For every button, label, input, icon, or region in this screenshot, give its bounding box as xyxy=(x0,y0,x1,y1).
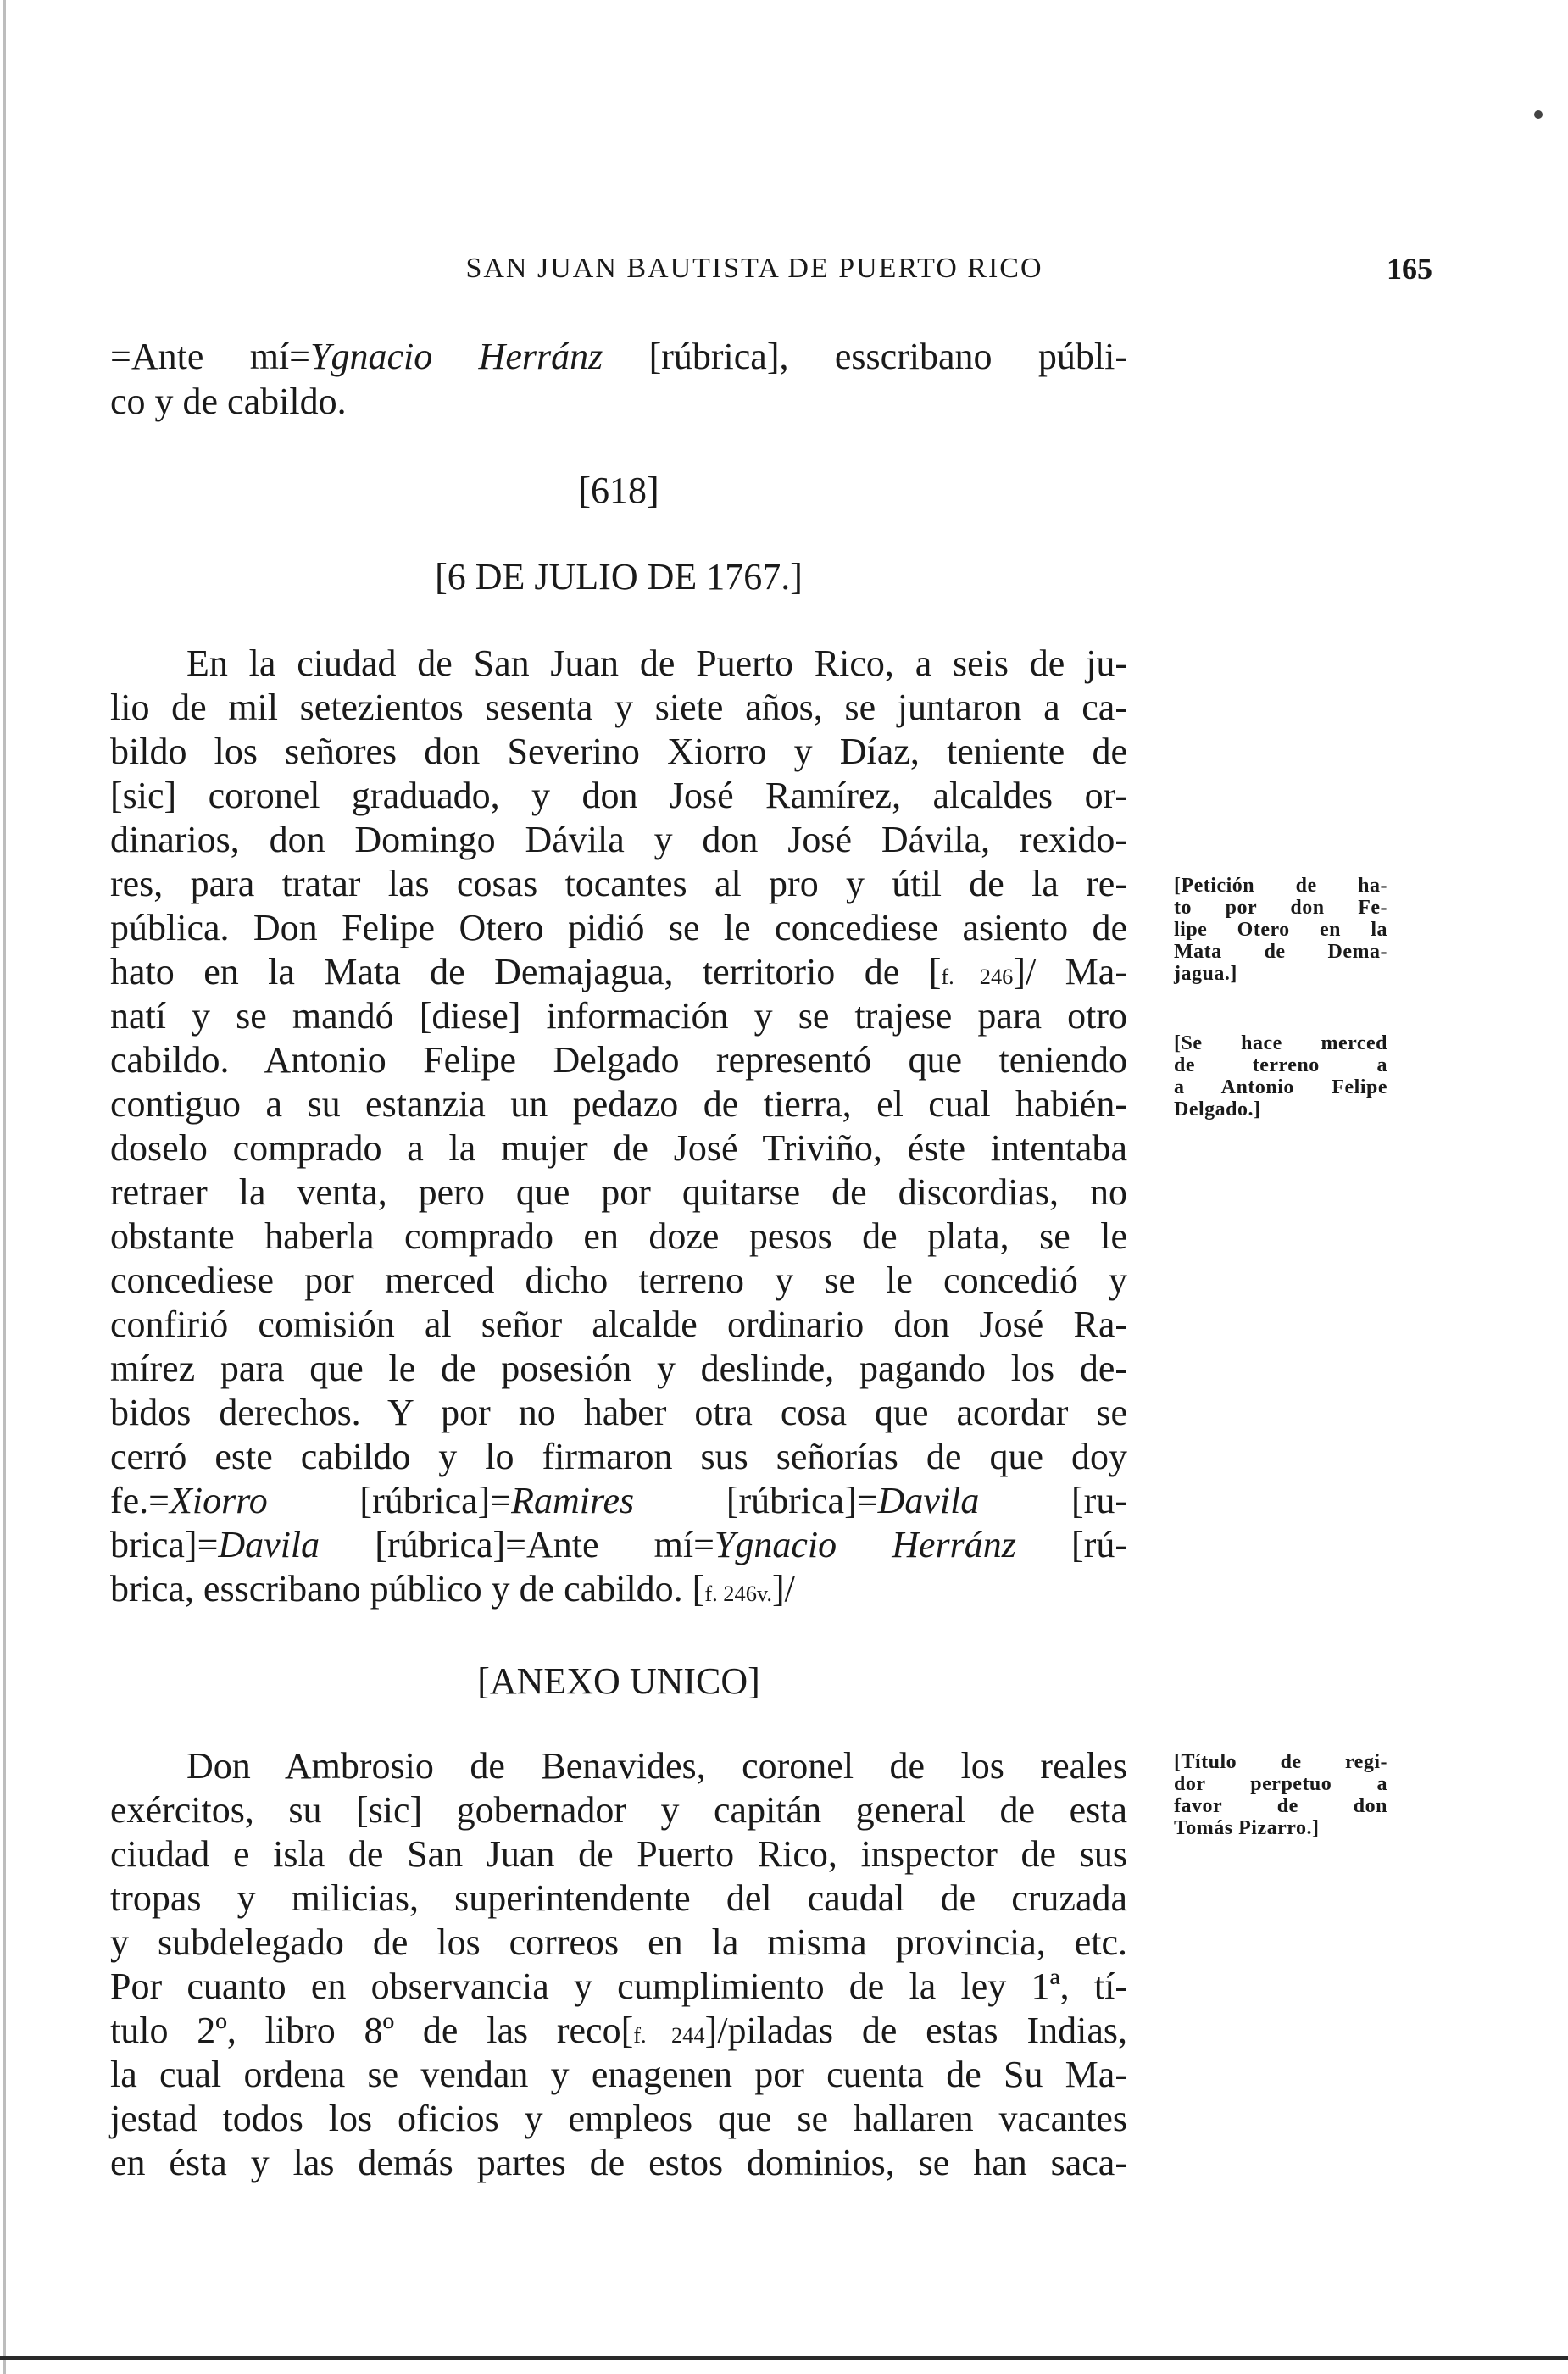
body-line: doselo comprado a la mujer de José Triviño, éste intentaba xyxy=(110,1127,1127,1169)
text-run: [rúbrica]=Ante mí= xyxy=(320,1524,714,1565)
signature-name: Davila xyxy=(218,1524,320,1565)
text-run: =Ante mí= xyxy=(110,336,310,377)
margin-note-regidor-title xyxy=(1174,1751,1387,1839)
margin-note-line: de terreno a xyxy=(1174,1054,1387,1076)
body-line: obstante haberla comprado en doze pesos de plata, se le xyxy=(110,1215,1127,1257)
body-line: [sic] coronel graduado, y don José Ramírez, alcaldes or- xyxy=(110,775,1127,816)
signature-line xyxy=(110,1479,1127,1523)
text-run: [rú- xyxy=(1015,1524,1127,1565)
body-line: bidos derechos. Y por no haber otra cosa que acordar se xyxy=(110,1392,1127,1433)
text-run: brica]= xyxy=(110,1524,219,1565)
annex-line: ciudad e isla de San Juan de Puerto Rico, inspector de sus xyxy=(110,1833,1127,1875)
signature-name: Ygnacio Herránz xyxy=(309,336,603,377)
margin-note-line: Delgado.] xyxy=(1174,1098,1261,1120)
annex-line: jestad todos los oficios y empleos que se hallaren vacantes xyxy=(110,2098,1127,2139)
margin-note-land-grant xyxy=(1174,1032,1387,1120)
margin-note-line: [Título de regi- xyxy=(1174,1751,1387,1773)
signature-name: Ygnacio Herránz xyxy=(714,1524,1016,1565)
annex-heading: [ANEXO UNICO] xyxy=(477,1660,760,1702)
signature-name: Davila xyxy=(877,1480,980,1521)
body-line: retraer la venta, pero que por quitarse de discordias, no xyxy=(110,1171,1127,1213)
annex-line: Don Ambrosio de Benavides, coronel de los reales xyxy=(186,1745,1127,1787)
body-line: natí y se mandó [diese] información y se trajese para otro xyxy=(110,995,1127,1037)
text-run: [rúbrica], esscribano públi- xyxy=(603,336,1127,377)
margin-note-line: jagua.] xyxy=(1174,963,1237,985)
body-line: pública. Don Felipe Otero pidió se le concediese asiento de xyxy=(110,907,1127,948)
body-line: lio de mil setezientos sesenta y siete años, se juntaron a ca- xyxy=(110,687,1127,728)
margin-note-line: lipe Otero en la xyxy=(1174,919,1387,941)
annex-line: en ésta y las demás partes de estos dominios, se han saca- xyxy=(110,2142,1127,2183)
body-line: hato en la Mata de Demajagua, territorio de [$^{f. 246}$]/ Ma- xyxy=(110,951,1127,992)
margin-note-hato-petition xyxy=(1174,875,1387,985)
document-number: [618] xyxy=(578,470,659,511)
text-run: [ru- xyxy=(979,1480,1127,1521)
body-line: cabildo. Antonio Felipe Delgado representó que teniendo xyxy=(110,1039,1127,1081)
annex-line: exércitos, su [sic] gobernador y capitán general de esta xyxy=(110,1789,1127,1831)
annex-line: tulo 2º, libro 8º de las reco[$^{f. 244}$]/piladas de estas Indias, xyxy=(110,2010,1127,2051)
text-run: [rúbrica]= xyxy=(267,1480,512,1521)
text-run: fe.= xyxy=(110,1480,170,1521)
text-run: [rúbrica]= xyxy=(634,1480,878,1521)
body-line: mírez para que le de posesión y deslinde, pagando los de- xyxy=(110,1348,1127,1389)
body-line: contiguo a su estanzia un pedazo de tierra, el cual habién- xyxy=(110,1083,1127,1125)
body-line: res, para tratar las cosas tocantes al pro y útil de la re- xyxy=(110,863,1127,904)
margin-note-line: Tomás Pizarro.] xyxy=(1174,1817,1320,1839)
body-line: confirió comisión al señor alcalde ordinario don José Ra- xyxy=(110,1304,1127,1345)
annex-line: Por cuanto en observancia y cumplimiento de la ley 1ª, tí- xyxy=(110,1965,1127,2007)
margin-note-line: to por don Fe- xyxy=(1174,897,1387,919)
margin-note-line: [Petición de ha- xyxy=(1174,875,1387,897)
signature-name: Xiorro xyxy=(170,1480,268,1521)
body-line: cerró este cabildo y lo firmaron sus señorías de que doy xyxy=(110,1436,1127,1477)
page-bottom-rule xyxy=(0,2356,1568,2360)
running-title: SAN JUAN BAUTISTA DE PUERTO RICO xyxy=(465,253,1043,284)
signature-line xyxy=(110,1523,1127,1567)
margin-note-line: a Antonio Felipe xyxy=(1174,1076,1387,1098)
ink-speck xyxy=(1534,110,1543,119)
body-line: dinarios, don Domingo Dávila y don José Dávila, rexido- xyxy=(110,819,1127,860)
margin-note-line: Mata de Dema- xyxy=(1174,941,1387,963)
body-line: En la ciudad de San Juan de Puerto Rico, a seis de ju- xyxy=(186,642,1127,684)
margin-note-line: [Se hace merced xyxy=(1174,1032,1387,1054)
signature-name: Ramires xyxy=(511,1480,635,1521)
margin-note-line: dor perpetuo a xyxy=(1174,1773,1387,1795)
body-line: bildo los señores don Severino Xiorro y Díaz, teniente de xyxy=(110,731,1127,772)
annex-line: y subdelegado de los correos en la misma provincia, etc. xyxy=(110,1921,1127,1963)
annex-line: tropas y milicias, superintendente del caudal de cruzada xyxy=(110,1877,1127,1919)
signature-line: brica, esscribano público y de cabildo. [$^{f. 246v.}$]/ xyxy=(110,1568,795,1610)
page-edge-shadow xyxy=(3,0,6,2374)
intro-line: co y de cabildo. xyxy=(110,381,347,422)
margin-note-line: favor de don xyxy=(1174,1795,1387,1817)
intro-line xyxy=(110,335,1127,379)
body-line: concediese por merced dicho terreno y se le concedió y xyxy=(110,1259,1127,1301)
page-number: 165 xyxy=(1387,252,1432,286)
document-date: [6 DE JULIO DE 1767.] xyxy=(435,556,803,598)
annex-line: la cual ordena se vendan y enagenen por cuenta de Su Ma- xyxy=(110,2054,1127,2095)
